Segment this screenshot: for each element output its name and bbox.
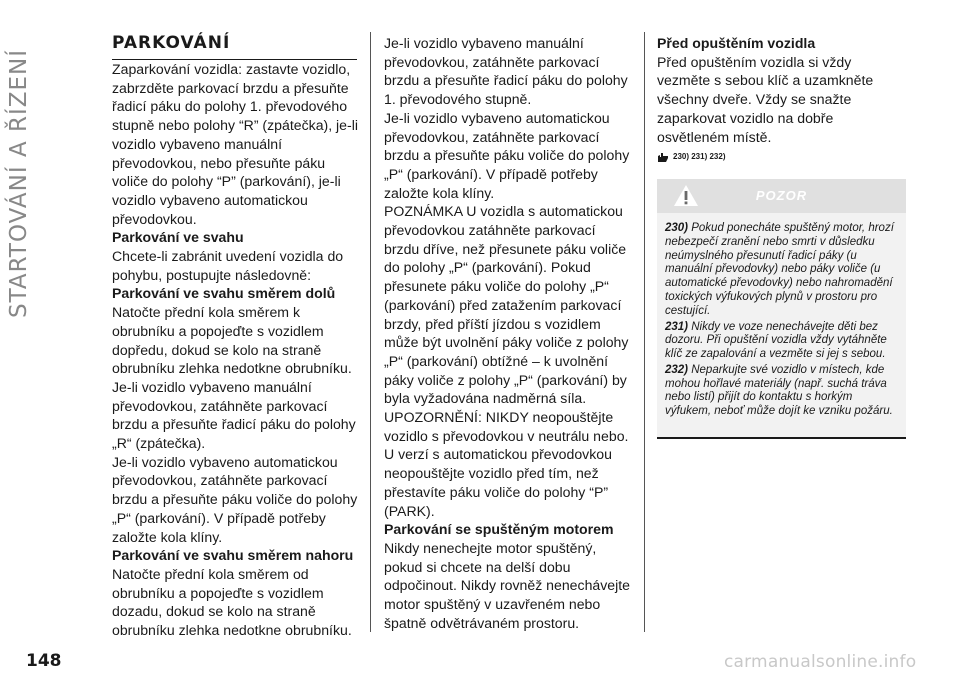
reference-numbers: 230) 231) 232) <box>673 152 726 162</box>
warning-bottom-rule <box>657 437 906 439</box>
warning-item <box>665 321 898 362</box>
paragraph: Natočte přední kola směrem od obrubníku a popojeďte s vozidlem dozadu, dokud se kolo na straně obrubníku zlehka nedotkne obrubníku. <box>112 565 352 639</box>
paragraph: UPOZORNĚNÍ: NIKDY neopouštějte vozidlo s převodovkou v neutrálu nebo. U verzí s automatickou převodovkou neopouštějte vozidlo před tím, než přestavíte páku voliče do polohy “P” (PARK). <box>384 409 629 519</box>
column-divider <box>644 32 645 632</box>
chapter-side-tab: STARTOVÁNÍ A ŘÍZENÍ <box>6 48 32 318</box>
text-column-1 <box>112 60 360 640</box>
column-divider <box>370 32 371 632</box>
subheading: Parkování se spuštěným motorem <box>384 521 614 538</box>
subheading: Před opuštěním vozidla <box>657 35 816 51</box>
paragraph: Je-li vozidlo vybaveno manuální převodovkou, zatáhněte parkovací brzdu a přesuňte řadicí páku do polohy „R“ (zpátečka). <box>112 378 356 452</box>
paragraph: Je-li vozidlo vybaveno manuální převodovkou, zatáhněte parkovací brzdu a přesuňte řadicí páku do polohy 1. převodového stupně. <box>384 35 628 108</box>
warning-references <box>657 148 907 167</box>
text-column-3 <box>657 34 907 439</box>
subheading: Parkování ve svahu směrem nahoru <box>112 547 354 564</box>
page-number: 148 <box>26 651 62 671</box>
paragraph: Před opuštěním vozidla si vždy vezměte s sebou klíč a uzamkněte všechny dveře. Vždy se snažte zaparkovat vozidlo na dobře osvětleném místě. <box>657 53 874 145</box>
section-title: PARKOVÁNÍ <box>112 33 357 60</box>
warning-text: Pokud ponecháte spuštěný motor, hrozí nebezpečí zranění nebo smrti v důsledku neúmyslného přesunutí řadicí páky (u manuální převodovky) nebo páky voliče (u automatické převodovky) nebo nahromadění toxických výfukových plynů v prostoru pro cestující. <box>665 221 894 317</box>
warning-body <box>657 213 906 429</box>
warning-number: 230) <box>665 221 689 234</box>
warning-item <box>665 222 898 319</box>
warning-number: 232) <box>665 363 689 376</box>
hand-pointer-icon <box>657 152 669 163</box>
paragraph: POZNÁMKA U vozidla s automatickou převodovkou zatáhněte parkovací brzdu dříve, než přesunete páku voliče do polohy „P“ (parkování). Pokud přesunete páku voliče do polohy „P“ (parkování) před zatažením parkovací brzdy, před příští jízdou s vozidlem může být uvolnění páky voliče z polohy „P“ (parkování) obtížné – k uvolnění páky voliče z polohy „P“ (parkování) by byla vyžadována nadměrná síla. <box>384 203 629 407</box>
text-column-2 <box>384 34 632 633</box>
subheading: Parkování ve svahu směrem dolů <box>112 285 336 302</box>
paragraph: Nikdy nenechejte motor spuštěný, pokud si chcete na delší dobu odpočinout. Nikdy rovněž nenechávejte motor spuštěný v uzavřeném nebo špatně odvětrávaném prostoru. <box>384 539 631 631</box>
paragraph: Chcete-li zabránit uvedení vozidla do pohybu, postupujte následovně: <box>112 248 344 283</box>
warning-label: POZOR <box>755 187 808 203</box>
warning-header <box>657 179 906 213</box>
warning-item <box>665 364 898 419</box>
paragraph: Natočte přední kola směrem k obrubníku a popojeďte s vozidlem dopředu, dokud se kolo na straně obrubníku zlehka nedotkne obrubníku. <box>112 304 352 377</box>
watermark: carmanualsonline.info <box>724 652 917 672</box>
warning-triangle-icon <box>673 184 699 207</box>
warning-box <box>657 179 906 439</box>
warning-text: Nikdy ve voze nenechávejte děti bez dozoru. Při opuštění vozidla vždy vytáhněte klíč ze zapalování a vezměte si jej s sebou. <box>665 320 887 361</box>
paragraph: Je-li vozidlo vybaveno automatickou převodovkou, zatáhněte parkovací brzdu a přesuňte páku voliče do polohy „P“ (parkování). V případě potřeby založte kola klíny. <box>112 453 358 545</box>
warning-text: Neparkujte své vozidlo v místech, kde mohou hořlavé materiály (např. suchá tráva nebo listí) přijít do kontaktu s horkým výfukem, neboť může dojít ke vzniku požáru. <box>665 363 893 418</box>
paragraph: Je-li vozidlo vybaveno automatickou převodovkou, zatáhněte parkovací brzdu a přesuňte páku voliče do polohy „P“ (parkování). V případě potřeby založte kola klíny. <box>384 109 630 201</box>
subheading: Parkování ve svahu <box>112 229 244 246</box>
warning-number: 231) <box>665 320 689 333</box>
paragraph: Zaparkování vozidla: zastavte vozidlo, zabrzděte parkovací brzdu a přesuňte řadicí páku do polohy 1. převodového stupně nebo polohy “R” (zpátečka), je-li vozidlo vybaveno manuální převodovkou, nebo přesuňte páku voliče do polohy “P” (parkování), je-li vozidlo vybaveno automatickou převodovkou. <box>112 61 358 227</box>
